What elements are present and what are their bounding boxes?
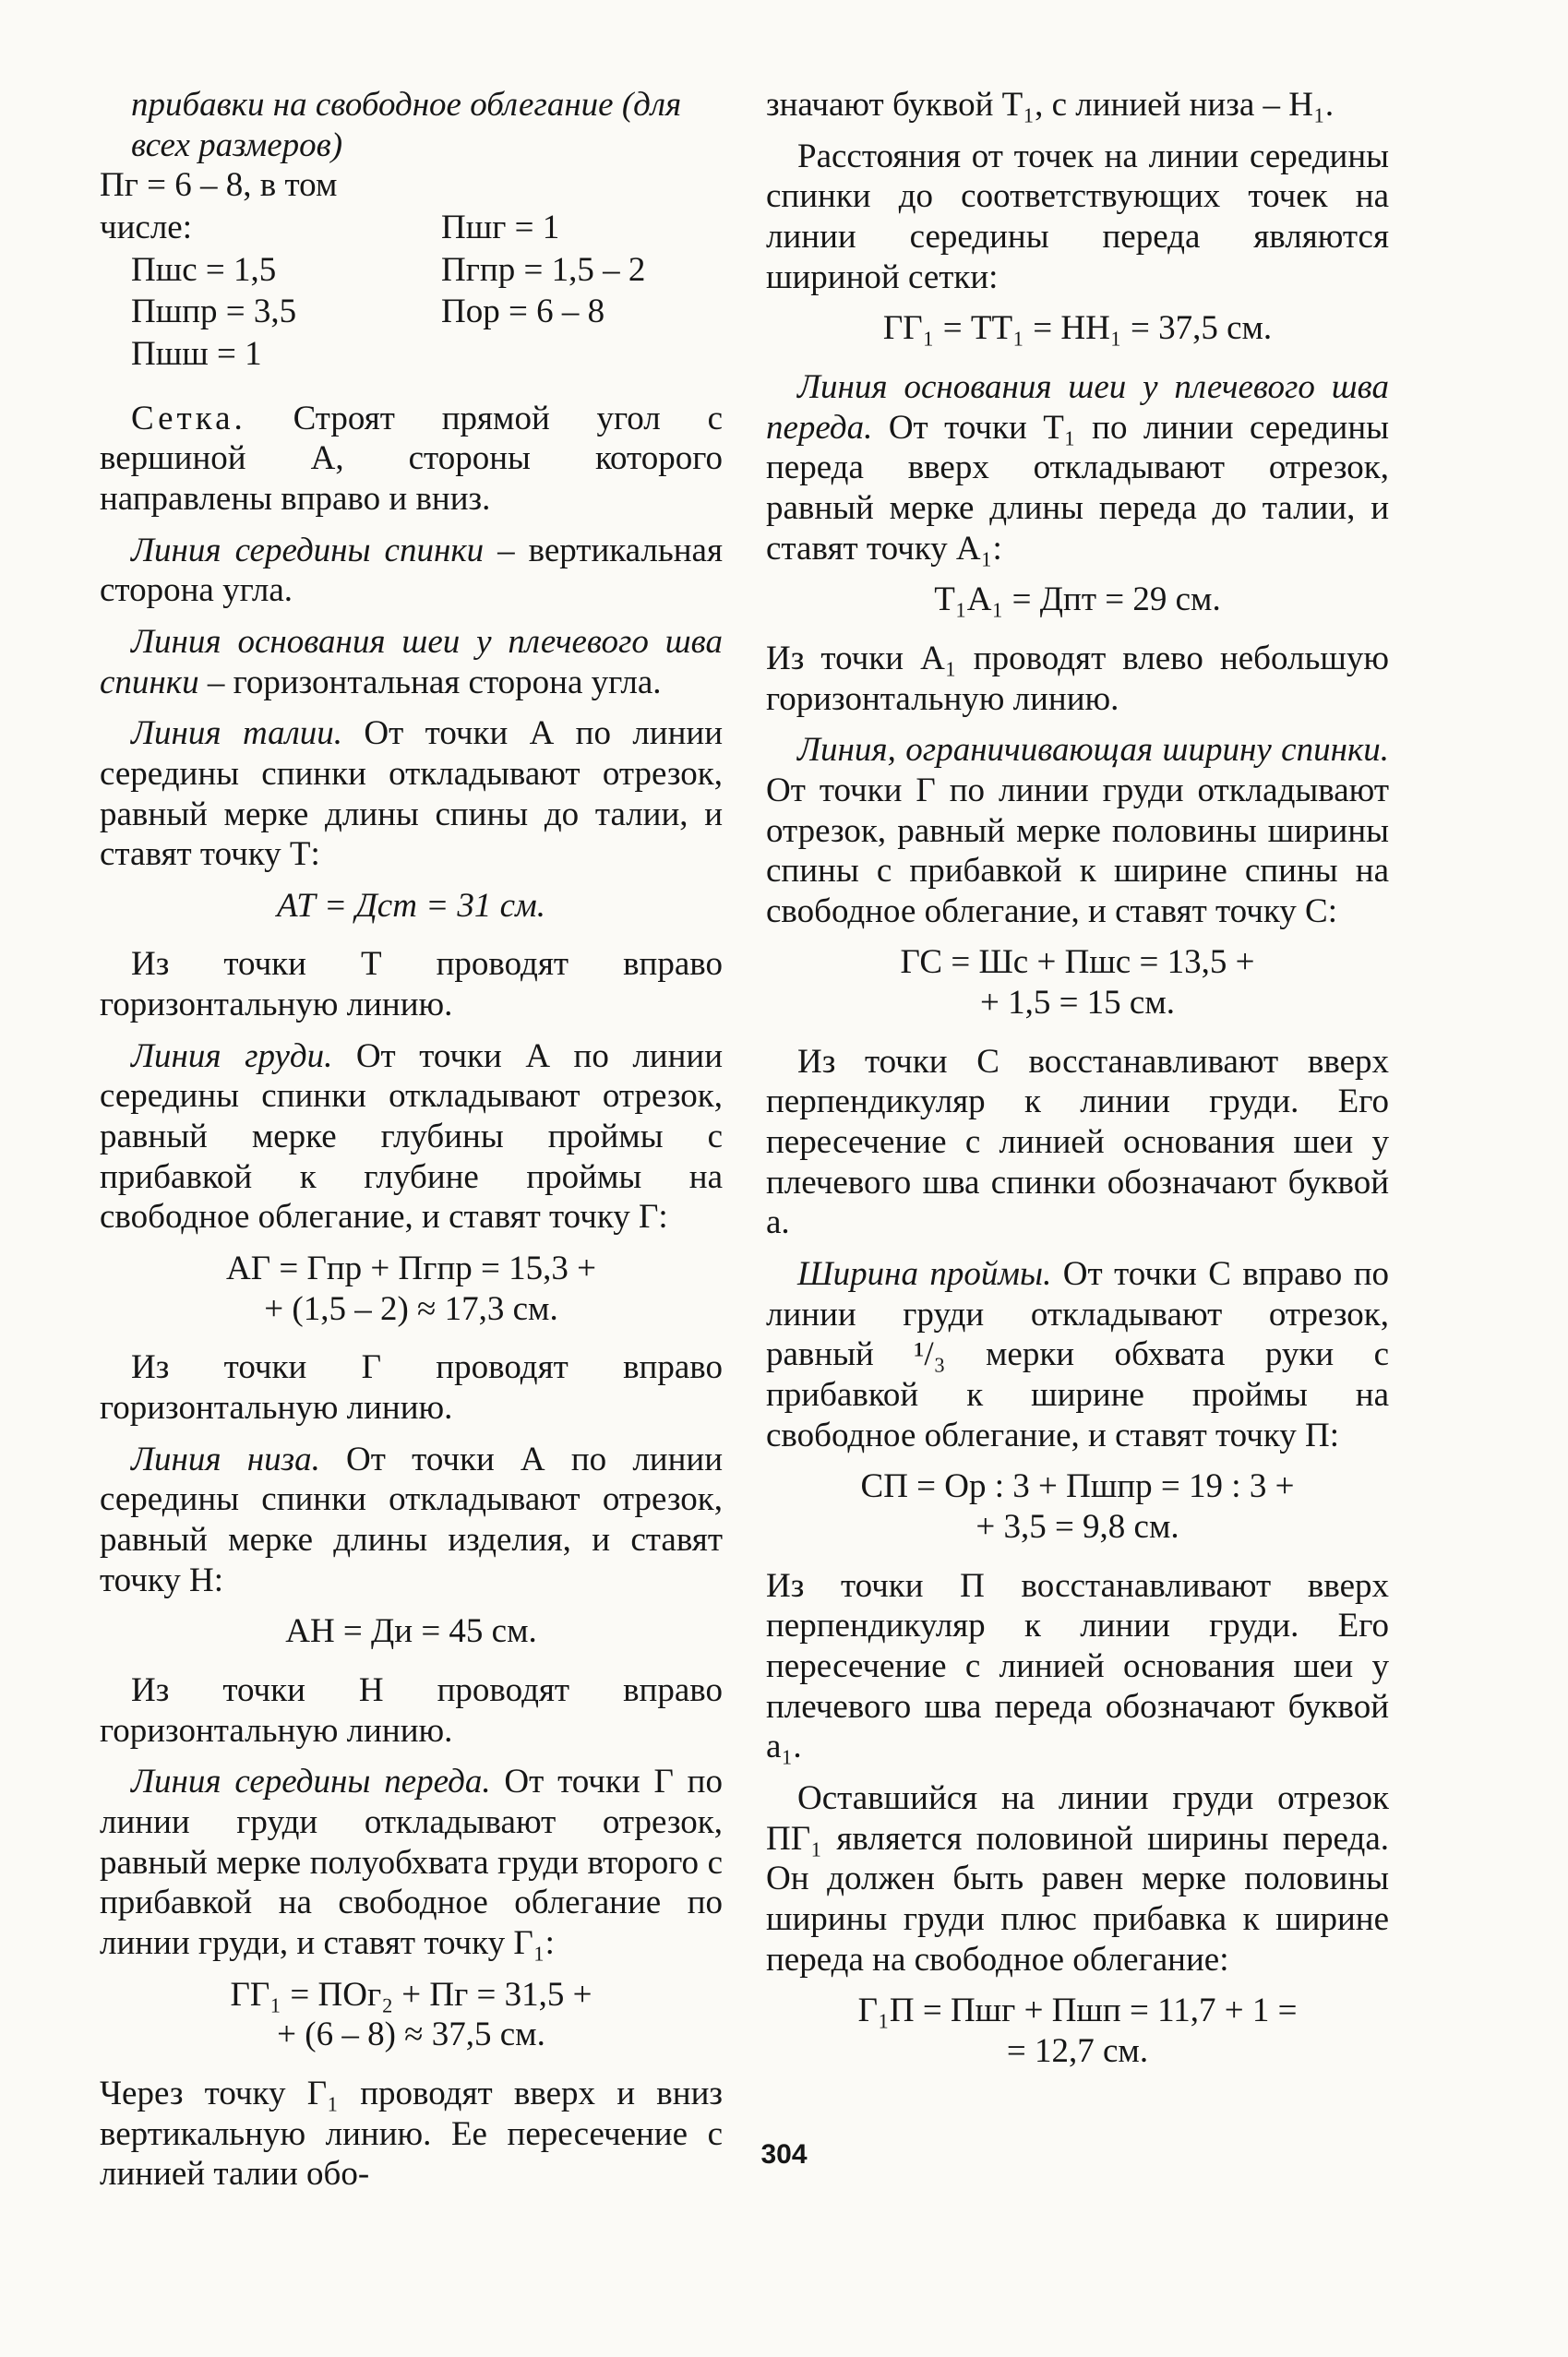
paragraph-text: От точки А по линии середины спинки откладывают отрезок, равный мерке глубины проймы с прибавкой к глубине проймы на свободное облегание, и ставят точку Г: xyxy=(100,1036,724,1237)
paragraph-back-neck xyxy=(100,622,723,702)
allowances-heading: прибавки на свободное облегание (для всех размеров) xyxy=(131,86,682,164)
paragraph-text: Строят прямой угол с вершиной А, стороны которого направлены вправо и вниз. xyxy=(100,399,723,518)
formula-front-center xyxy=(100,1975,723,2055)
allowances-block xyxy=(100,85,723,375)
paragraph-waist-after: Из точки Т проводят вправо горизонтальную линию. xyxy=(100,945,723,1024)
paragraph-front-center xyxy=(100,1762,723,1963)
paragraph-text: От точки А по линии середины спинки откладывают отрезок, равный мерке длины изделия, и ставят точку Н: xyxy=(100,1440,724,1599)
formula-line: АН = Ди = 45 см. xyxy=(285,1612,537,1651)
formula-back-width xyxy=(766,942,1389,1023)
allowance-cell: Пг = 6 – 8, в том xyxy=(100,166,338,205)
allowance-cell: Пшш = 1 xyxy=(131,334,262,373)
paragraph-hem-after: Из точки Н проводят вправо горизонтальную линию. xyxy=(100,1670,723,1750)
right-column xyxy=(766,85,1389,2090)
formula-line: + (6 – 8) ≈ 37,5 см. xyxy=(277,2016,545,2054)
formula-line: + 1,5 = 15 см. xyxy=(979,984,1176,1023)
paragraph-front-width: Оставшийся на линии груди отрезок ПГ₁ является половиной ширины переда. Он должен быть равен мерке половины ширины груди плюс прибавка к ширине переда на свободное облегание: xyxy=(766,1778,1389,1979)
paragraph-hem xyxy=(100,1440,723,1601)
section-lead: Сетка. xyxy=(131,399,246,437)
page-number: 304 xyxy=(760,2139,808,2170)
section-title: Линия низа. xyxy=(131,1440,320,1478)
formula-line: ГС = Шс + Пшс = 13,5 + xyxy=(900,943,1255,982)
allowance-cell: Пшг = 1 xyxy=(441,208,560,246)
formula-line: АГ = Гпр + Пгпр = 15,3 + xyxy=(226,1250,596,1288)
section-title: Линия талии. xyxy=(131,714,343,753)
section-title: Линия груди. xyxy=(131,1036,333,1075)
paragraph-text: От точки С вправо по линии груди откладывают отрезок, равный ¹/₃ мерки обхвата руки с прибавкой к ширине проймы на свободное облегание, и ставят точку П: xyxy=(766,1255,1389,1454)
paragraph-armhole-after: Из точки П восстанавливают вверх перпендикуляр к линии груди. Его пересечение с линией основания шеи у плечевого шва переда обозначают буквой а₁. xyxy=(766,1566,1389,1766)
formula-line: АТ = Дст = 31 см. xyxy=(277,886,545,925)
paragraph-text: От точки А по линии середины спинки откладывают отрезок, равный мерке длины спины до талии, и ставят точку Т: xyxy=(100,714,724,874)
paragraph-grid-width: Расстояния от точек на линии середины спинки до соответствующих точек на линии середины переда являются шириной сетки: xyxy=(766,137,1389,296)
allowance-cell xyxy=(441,334,718,375)
paragraph-armhole xyxy=(766,1254,1389,1455)
formula-armhole xyxy=(766,1466,1389,1547)
section-title: Линия основания шеи у плечевого шва спинки xyxy=(100,622,723,701)
allowance-cell: Пгпр = 1,5 – 2 xyxy=(441,250,646,289)
paragraph-back-width-after: Из точки С восстанавливают вверх перпендикуляр к линии груди. Его пересечение с линией основания шеи у плечевого шва спинки обозначают буквой а. xyxy=(766,1042,1389,1242)
section-title: Линия середины переда. xyxy=(131,1763,491,1801)
paragraph-text: От точки Г по линии груди откладывают отрезок, равный мерке полуобхвата груди второго с прибавкой на свободное облегание по линии груди, и ставят точку Г₁: xyxy=(100,1763,723,1962)
paragraph-text: – горизонтальная сторона угла. xyxy=(198,663,662,701)
formula-line: Т₁А₁ = Дпт = 29 см. xyxy=(934,580,1221,619)
formula-line: Г₁П = Пшг + Пшп = 11,7 + 1 = xyxy=(857,1992,1298,2030)
allowance-cell: Пшпр = 3,5 xyxy=(131,293,297,331)
section-title: Линия середины спинки xyxy=(131,531,485,569)
allowance-cell: Пор = 6 – 8 xyxy=(441,293,605,331)
formula-line: = 12,7 см. xyxy=(1006,2031,1149,2070)
paragraph-front-center-after: Через точку Г₁ проводят вверх и вниз вертикальную линию. Ее пересечение с линией талии обо- xyxy=(100,2074,723,2194)
paragraph-text: – вертикальная сторона угла. xyxy=(100,531,723,610)
section-title: Ширина проймы. xyxy=(797,1255,1052,1294)
paragraph-text: От точки Т₁ по линии середины переда вверх откладывают отрезок, равный мерке длины переда до талии, и ставят точку А₁: xyxy=(766,408,1389,568)
allowance-cell: числе: xyxy=(100,208,192,246)
formula-line: СП = Ор : 3 + Пшпр = 19 : 3 + xyxy=(860,1467,1295,1506)
formula-waist xyxy=(100,886,723,927)
paragraph-chest-after: Из точки Г проводят вправо горизонтальную линию. xyxy=(100,1348,723,1428)
formula-line: + 3,5 = 9,8 см. xyxy=(976,1508,1179,1546)
paragraph-back-width xyxy=(766,730,1389,931)
paragraph-text: От точки Г по линии груди откладывают отрезок, равный мерке половины ширины спины с прибавкой к ширине спины на свободное облегание, и ставят точку С: xyxy=(766,771,1389,930)
paragraph-waist xyxy=(100,713,723,875)
formula-grid-width xyxy=(766,308,1389,349)
formula-line: + (1,5 – 2) ≈ 17,3 см. xyxy=(264,1289,558,1328)
paragraph-front-neck-after: Из точки А₁ проводят влево небольшую горизонтальную линию. xyxy=(766,639,1389,718)
formula-front-width xyxy=(766,1991,1389,2071)
paragraph-continuation: значают буквой Т₁, с линией низа – Н₁. xyxy=(766,86,1335,124)
allowance-cell: Пшс = 1,5 xyxy=(131,250,277,289)
formula-front-neck xyxy=(766,580,1389,620)
left-column xyxy=(100,85,723,2206)
paragraph-setka xyxy=(100,399,723,520)
formula-chest xyxy=(100,1249,723,1329)
allowances-table xyxy=(100,165,723,374)
formula-line: ГГ₁ = ПОг₂ + Пг = 31,5 + xyxy=(230,1975,592,2014)
allowance-cell xyxy=(441,165,718,206)
paragraph-back-center xyxy=(100,531,723,611)
section-title: Линия, ограничивающая ширину спинки. xyxy=(797,731,1389,770)
section-title: Линия основания шеи у плечевого шва переда. xyxy=(766,367,1389,447)
formula-line: ГГ₁ = ТТ₁ = НН₁ = 37,5 см. xyxy=(882,309,1273,348)
formula-hem xyxy=(100,1611,723,1652)
paragraph-chest xyxy=(100,1036,723,1238)
paragraph-front-neck xyxy=(766,367,1389,568)
